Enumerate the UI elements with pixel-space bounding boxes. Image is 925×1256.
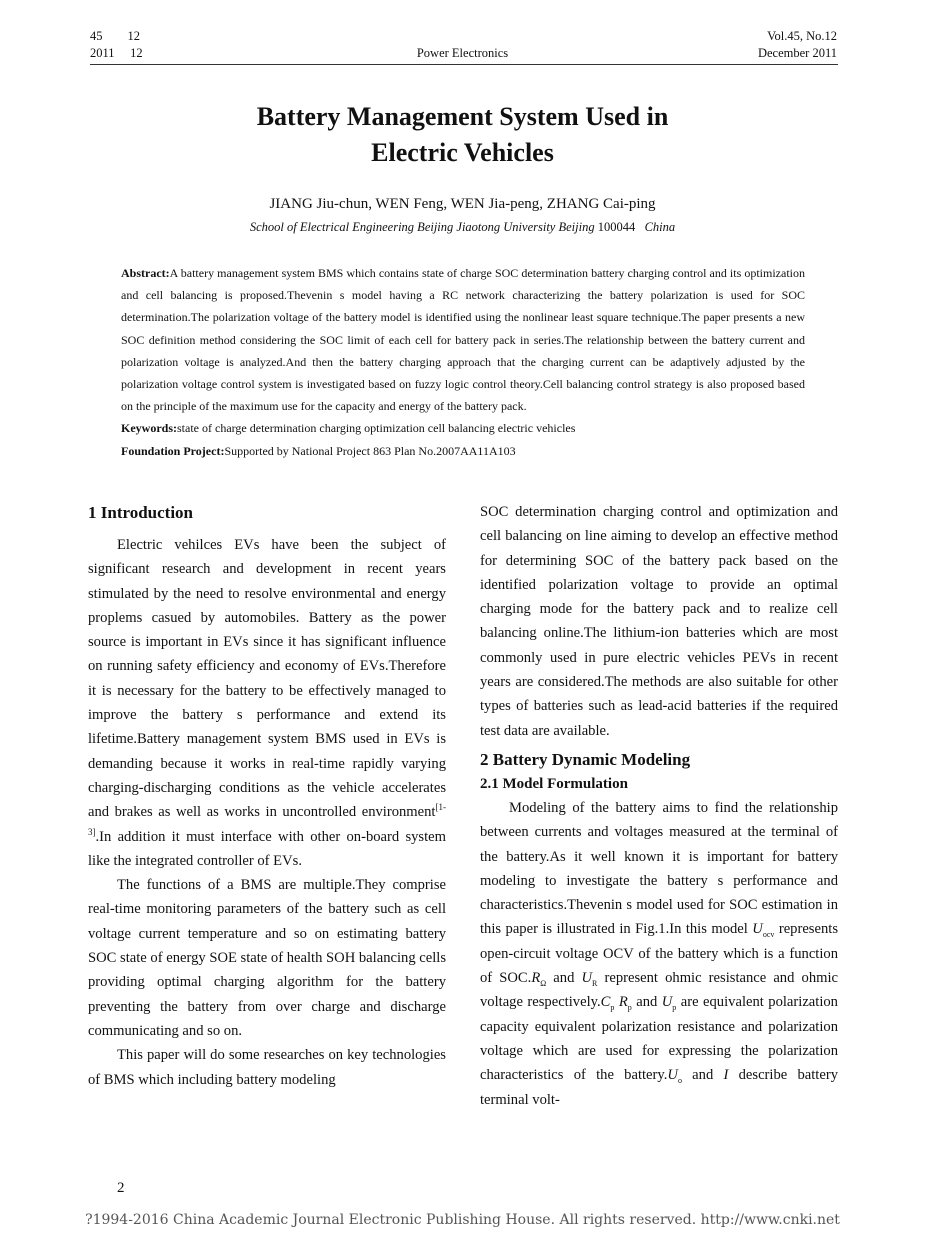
- citation: [1-3]: [88, 802, 446, 837]
- abstract: [121, 262, 805, 417]
- symbol: C: [600, 994, 611, 1011]
- paragraph: This paper will do some researches on key technologies of BMS which including battery modeling: [88, 1047, 446, 1088]
- subscript: p: [627, 1003, 632, 1013]
- subsection-title-model-formulation: 2.1 Model Formulation: [480, 775, 628, 792]
- foundation: [121, 440, 805, 462]
- symbol: U: [661, 994, 673, 1011]
- symbol: I: [723, 1067, 729, 1084]
- paragraph: The functions of a BMS are multiple.They comprise real-time monitoring parameters of the battery such as cell voltage current temperature and so on estimating battery SOC state of energy SOE state of health SOH balancing cells providing optimal charging algorithm for the battery preventing the battery from over charge and discharge communicating and so on.: [88, 877, 447, 1039]
- header-left-line2: 2011 12: [90, 46, 143, 60]
- paper-title-line1: Battery Management System Used in: [256, 102, 669, 131]
- paragraph-text: Modeling of the battery aims to find the relationship between currents and voltages measured at the terminal of the battery.As it well known it is important for battery modeling to investigate the battery s performance and characteristics.Thevenin s model used for SOC estimation in this paper is illustrated in Fig.1.In this model: [480, 799, 838, 938]
- journal-name: Power Electronics: [416, 46, 509, 60]
- subscript: ocv: [762, 930, 775, 940]
- symbol: R: [531, 970, 541, 987]
- paragraph-text: represent ohmic resistance and ohmic voltage respectively.: [480, 970, 838, 1011]
- subscript: p: [610, 1003, 615, 1013]
- foundation-text: Supported by National Project 863 Plan No.2007AA11A103: [224, 443, 516, 458]
- left-column: [88, 501, 446, 1092]
- foundation-label: Foundation Project:: [121, 443, 225, 458]
- header-right-line1: Vol.45, No.12: [767, 29, 837, 43]
- symbol: U: [667, 1067, 678, 1084]
- header-rule: [90, 64, 838, 65]
- subscript: Ω: [540, 978, 547, 988]
- affiliation: [0, 220, 925, 235]
- paragraph-text: describe battery terminal volt-: [480, 1067, 838, 1108]
- abstract-label: Abstract:: [121, 266, 170, 280]
- header-right-line2: December 2011: [757, 46, 837, 60]
- paragraph: [480, 796, 838, 1112]
- paragraph: SOC determination charging control and optimization and cell balancing on line aiming to develop an effective method for determining SOC of the battery pack based on the identified polarization voltage to provide an optimal charging mode for the battery pack and to realize cell balancing online.The lithium-ion batteries which are most commonly used in pure electric vehicles PEVs in recent years are considered.The methods are also suitable for other types of batteries such as lead-acid batteries if the required test data are available.: [480, 504, 838, 739]
- paragraph-text: Electric vehilces EVs have been the subject of significant research and development in recent years stimulated by the need to resolve environmental and energy proplems casued by automobiles. Battery as the power source is important in EVs since it has significant influence on running safety efficiency and economy of EVs.Therefore it is necessary for the battery to be effectively managed to improve the battery s performance and extend its lifetime.Battery management system BMS used in EVs is demanding because it works in real-time rapidly varying charging-discharging conditions as the vehicle accelerates and brakes as well as works in uncontrolled environment: [88, 537, 446, 821]
- symbol: R: [618, 994, 628, 1011]
- symbol: U: [752, 921, 763, 938]
- right-column: [480, 500, 838, 1112]
- paper-title-line2: Electric Vehicles: [371, 138, 554, 167]
- keywords-text: state of charge determination charging optimization cell balancing electric vehicles: [177, 421, 576, 436]
- paragraph-text: .In addition it must interface with other on-board system like the integrated controller of EVs.: [88, 828, 446, 869]
- affiliation-text: School of Electrical Engineering Beijing Jiaotong University Beijing: [249, 220, 595, 234]
- paragraph-text: are equivalent polarization capacity equivalent polarization resistance and polarization voltage which are used for expressing the polarization characteristics of the battery.: [480, 994, 838, 1084]
- authors: JIANG Jiu-chun, WEN Feng, WEN Jia-peng, ZHANG Cai-ping: [269, 196, 656, 212]
- abstract-text: A battery management system BMS which contains state of charge SOC determination battery charging control and its optimization and cell balancing is proposed.Thevenin s model having a RC network characterizing the battery polarization is used for SOC determination.The polarization voltage of the battery model is identified using the nonlinear least square technique.The paper presents a new SOC definition method considering the SOC limit of each cell for battery pack in series.The relationship between the battery current and polarization voltage is analyzed.And then the battery charging approach that the charging current can be adaptively adjusted by the polarization voltage control system is investigated based on fuzzy logic control theory.Cell balancing control strategy is also proposed based on the principle of the maximum use for the capacity and energy of the battery pack.: [121, 266, 805, 414]
- keywords: [121, 417, 805, 439]
- section-title-introduction: 1 Introduction: [88, 503, 194, 522]
- paragraph-text: and: [631, 994, 662, 1011]
- paragraph-text: and: [546, 970, 582, 987]
- country: China: [644, 220, 676, 234]
- page-number: 2: [117, 1180, 125, 1196]
- postcode: 100044: [597, 220, 636, 234]
- abstract-block: [121, 262, 805, 462]
- header-left-line1: 45 12: [90, 29, 141, 43]
- paragraph-text: and: [681, 1067, 724, 1084]
- keywords-label: Keywords:: [121, 421, 177, 436]
- paragraph-text: represents open-circuit voltage OCV of the battery which is a function of SOC.: [480, 921, 838, 987]
- subscript: p: [672, 1003, 677, 1013]
- symbol: U: [581, 970, 593, 987]
- subscript: o: [677, 1076, 682, 1086]
- copyright-footer: ?1994-2016 China Academic Journal Electronic Publishing House. All rights reserved. http://www.cnki.net: [85, 1212, 840, 1228]
- subscript: R: [592, 978, 598, 988]
- volume-info: [758, 28, 837, 62]
- section-title-battery-modeling: 2 Battery Dynamic Modeling: [480, 749, 691, 769]
- paragraph: [88, 533, 446, 873]
